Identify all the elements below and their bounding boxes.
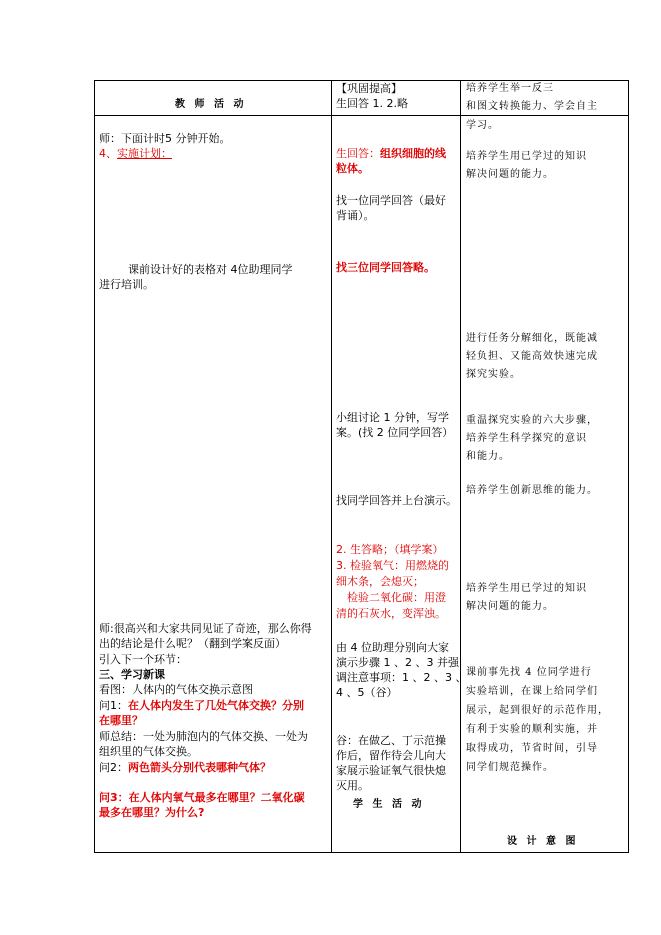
intro-next-text: 引入下一个环节：: [99, 653, 187, 666]
consolidate-heading: 【巩固提高】: [336, 82, 402, 95]
answer-prefix: 生回答：: [336, 147, 380, 160]
design1-line1: 培养学生举一反三: [466, 83, 554, 94]
step4-label: 实施计划：: [117, 147, 172, 160]
oxygen-line2: 细木条，会熄灭；: [336, 575, 424, 588]
header-teacher-activity: 教 师 活 动: [175, 99, 247, 110]
design7-line1: 课前事先找 4 位同学进行: [466, 667, 592, 678]
student-answer-line1: [336, 146, 446, 161]
assist-line3: 调注意事项：1 、2 、3 、: [336, 671, 467, 684]
design6-line1: 培养学生用已学过的知识: [466, 583, 587, 594]
student-answer-12: 生回答 1. 2.略: [336, 97, 408, 110]
design4-line2: 培养学生科学探究的意识: [466, 433, 587, 444]
header-student-activity: 学 生 活 动: [353, 799, 425, 810]
discuss-line2: 案。(找 2 位同学回答）: [336, 426, 454, 439]
design4-line1: 重温探究实验的六大步骤，: [466, 415, 598, 426]
fill-line: 2. 生答略；（填学案）: [336, 543, 444, 556]
question1-line1: [99, 698, 304, 713]
step4-number: 4、: [99, 147, 117, 160]
section3-heading: 三、学习新课: [99, 668, 165, 681]
design7-line3: 展示，起到很好的示范作用，: [466, 705, 609, 716]
teacher-countdown: 师：下面计时5 分钟开始。: [99, 132, 231, 145]
design1-line3: 学习。: [466, 120, 499, 131]
gu-line3: 家展示验证氧气很快熄: [336, 764, 446, 777]
column-divider-2: [460, 80, 461, 853]
recite-line1: 找一位同学回答（最好: [336, 194, 446, 207]
design6-line2: 解决问题的能力。: [466, 601, 554, 612]
design1-line2: 和图文转换能力、学会自主: [466, 101, 598, 112]
training-text-line1: 课前设计好的表格对 4位助理同学: [128, 263, 293, 276]
look-image-text: 看图：人体内的气体交换示意图: [99, 683, 253, 696]
assist-line4: 4 、5（谷）: [336, 686, 398, 699]
question1-prefix: 问1：: [99, 699, 128, 712]
answer-text: 组织细胞的线: [380, 147, 446, 160]
header-design-intent: 设 计 意 图: [507, 836, 579, 847]
question3-line2: 最多在哪里？为什么?: [99, 806, 205, 819]
design5-line1: 培养学生创新思维的能力。: [466, 485, 598, 496]
summary-line1: 师总结：一处为肺泡内的气体交换、一处为: [99, 730, 308, 743]
summary-line2: 组织里的气体交换。: [99, 745, 198, 758]
question1-line2: 在哪里？: [99, 714, 143, 727]
discuss-line1: 小组讨论 1 分钟，写学: [336, 411, 449, 424]
design7-line2: 实验培训，在课上给同学们: [466, 686, 598, 697]
co2-line2: 清的石灰水，变浑浊。: [336, 607, 446, 620]
assist-line1: 由 4 位助理分别向大家: [336, 641, 449, 654]
question2-text: 两色箭头分别代表哪种气体？: [128, 761, 271, 774]
gu-line2: 作后，留作待会儿向大: [336, 749, 446, 762]
gu-line4: 灭用。: [336, 779, 369, 792]
design7-line6: 同学们规范操作。: [466, 762, 554, 773]
student-answer-line2: 粒体。: [336, 162, 369, 175]
training-text-line2: 进行培训。: [99, 278, 154, 291]
co2-line1: 检验二氧化碳：用澄: [347, 591, 446, 604]
three-students-text: 找三位同学回答略。: [336, 261, 435, 274]
recite-line2: 背诵）。: [336, 209, 375, 222]
design7-line5: 取得成功，节省时间，引导: [466, 743, 598, 754]
design3-line2: 轻负担、又能高效快速完成: [466, 351, 598, 362]
assist-line2: 演示步骤 1 、2 、3 并强: [336, 656, 459, 669]
step4-heading: [99, 146, 172, 161]
design3-line1: 进行任务分解细化，既能减: [466, 333, 598, 344]
design2-line2: 解决问题的能力。: [466, 169, 554, 180]
question3-line1: 问3：在人体内氧气最多在哪里？二氧化碳: [99, 791, 305, 804]
design7-line4: 有利于实验的顺利实施，并: [466, 724, 598, 735]
miracle-text-line2: 出的结论是什么呢？（翻到学案反面）: [99, 637, 286, 650]
design4-line3: 和能力。: [466, 451, 510, 462]
design2-line1: 培养学生用已学过的知识: [466, 151, 587, 162]
gu-line1: 谷：在做乙、丁示范操: [336, 734, 446, 747]
question2-prefix: 问2：: [99, 761, 128, 774]
design3-line3: 探究实验。: [466, 369, 521, 380]
question1-text: 在人体内发生了几处气体交换？分别: [128, 699, 304, 712]
miracle-text-line1: 师:很高兴和大家共同见证了奇迹，那么你得: [99, 622, 312, 635]
demo-text: 找同学回答并上台演示。: [336, 494, 457, 507]
column-divider-1: [331, 80, 332, 853]
oxygen-line1: 3. 检验氧气：用燃烧的: [336, 559, 449, 572]
question2-line: [99, 760, 271, 775]
